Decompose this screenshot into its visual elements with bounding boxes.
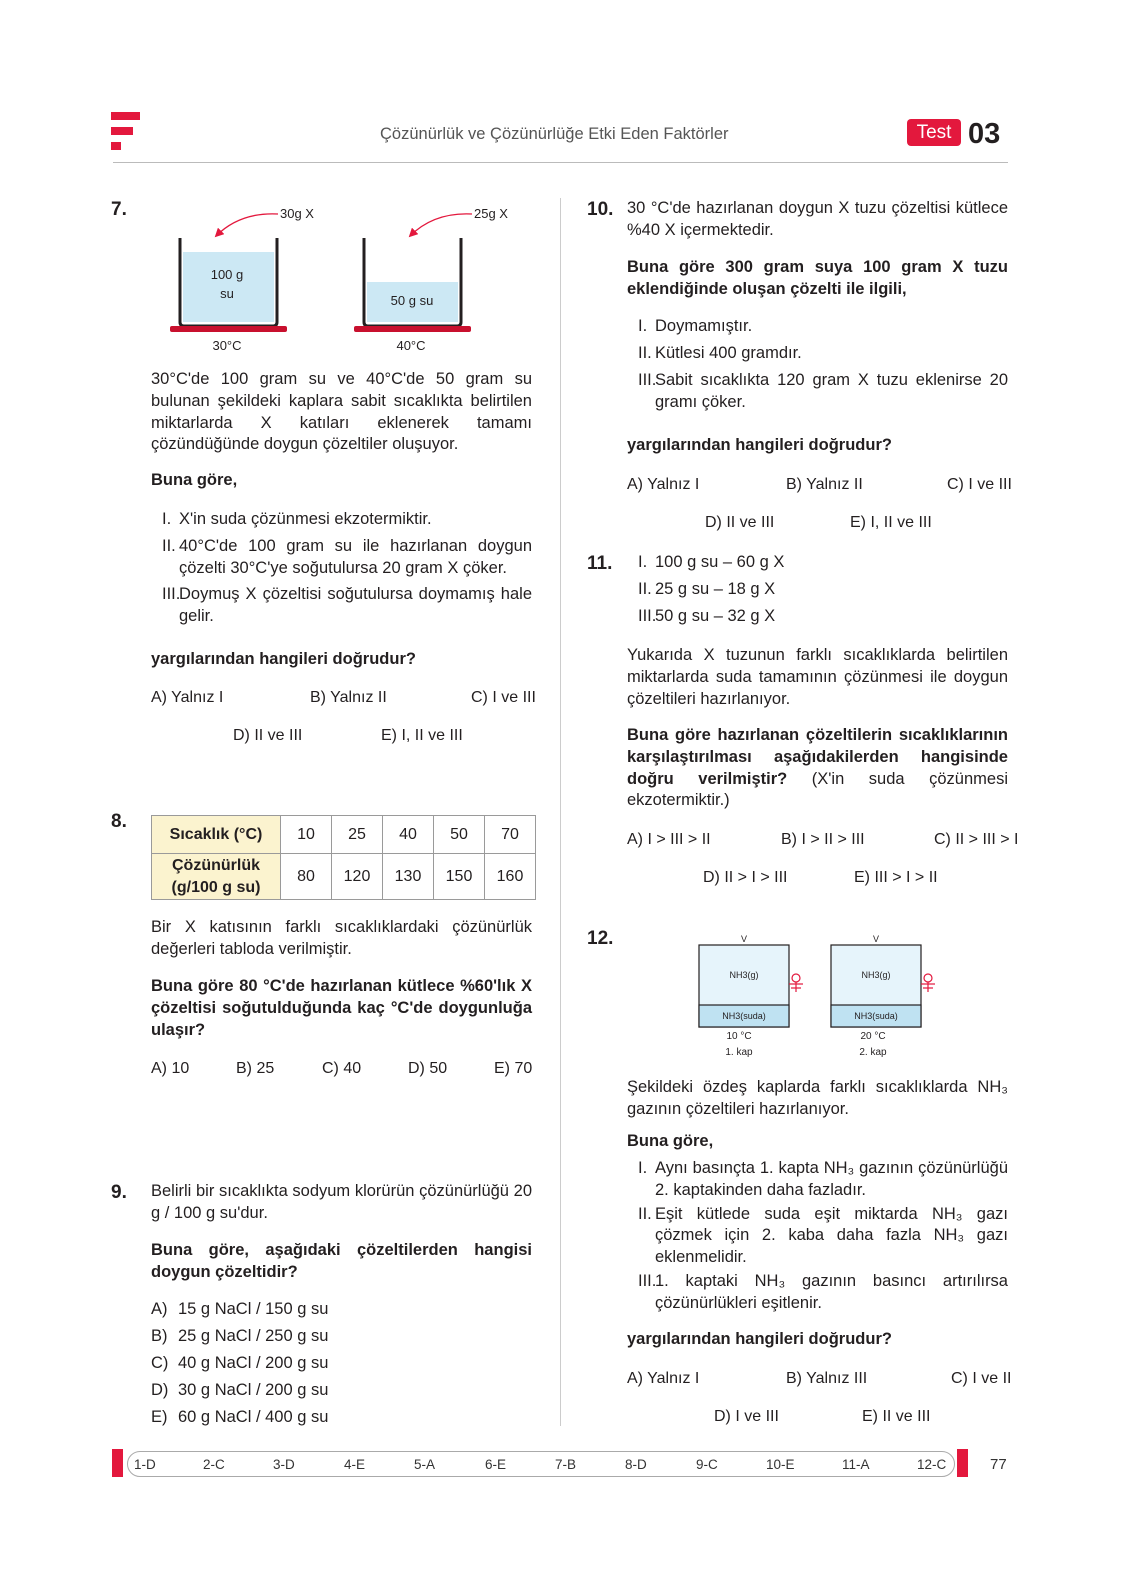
- option-b[interactable]: B) Yalnız II: [310, 689, 387, 706]
- answer-key-item: 6-E: [485, 1457, 507, 1472]
- question-number: 11.: [587, 553, 613, 574]
- beaker2-water-label: 50 g su: [390, 293, 434, 308]
- question-text: Belirli bir sıcaklıkta sodyum klorürün çözünürlüğü 20 g / 100 g su'dur.: [151, 1182, 532, 1222]
- statement-text: Sabit sıcaklıkta 120 gram X tuzu eklenirse 20 gramı çöker.: [655, 371, 1008, 411]
- statement-number: III.: [638, 1271, 657, 1290]
- table-row: [152, 816, 536, 854]
- option-a[interactable]: [151, 1299, 328, 1326]
- option-b[interactable]: [151, 1326, 328, 1353]
- option-letter: D): [151, 1381, 169, 1399]
- question-number: 9.: [111, 1182, 127, 1203]
- option-a[interactable]: A) I > III > II: [627, 831, 711, 848]
- test-badge: Test: [907, 119, 961, 146]
- question-prompt: Buna göre 80 °C'de hazırlanan kütlece %60'lık X çözeltisi soğutulduğunda kaç °C'de doygunluğa ulaşır?: [151, 977, 532, 1039]
- option-text: 15 g NaCl / 150 g su: [178, 1300, 329, 1318]
- container1-solution-label: NH3(suda): [722, 1011, 766, 1021]
- statement-text: Aynı basınçta 1. kapta NH₃ gazının çözünürlüğü 2. kaptakinden daha fazladır.: [655, 1159, 1008, 1199]
- list-item-number: II.: [638, 580, 652, 598]
- option-e[interactable]: E) 70: [494, 1060, 533, 1077]
- answer-key-item: 11-A: [842, 1457, 870, 1472]
- table-cell: 10: [281, 816, 332, 854]
- option-d[interactable]: D) II ve III: [233, 727, 303, 744]
- page-number: 77: [990, 1456, 1007, 1473]
- list-item: [638, 579, 784, 606]
- statement-text: 1. kaptaki NH₃ gazının basıncı artırılırsa çözünürlükleri eşitlenir.: [655, 1271, 1008, 1312]
- statement-number: I.: [638, 1159, 648, 1177]
- container2-label: 2. kap: [859, 1047, 887, 1058]
- answer-key-item: 3-D: [273, 1457, 295, 1472]
- beaker1-arrow: [216, 214, 278, 236]
- option-c[interactable]: C) I ve II: [951, 1370, 1012, 1387]
- answer-key-item: 2-C: [203, 1457, 225, 1472]
- statement-number: I.: [638, 317, 648, 335]
- list-item-number: I.: [638, 553, 648, 571]
- column-divider: [560, 198, 561, 1426]
- option-e[interactable]: E) I, II ve III: [381, 727, 463, 744]
- statement-list: [162, 509, 532, 628]
- manometer2-icon: [921, 974, 935, 992]
- question-prompt: Buna göre, aşağıdaki çözeltilerden hangisi doygun çözeltidir?: [151, 1241, 532, 1281]
- question-text: 30 °C'de hazırlanan doygun X tuzu çözeltisi kütlece %40 X içermektedir.: [627, 199, 1008, 239]
- list-item-text: 50 g su – 32 g X: [655, 607, 776, 625]
- table-row: [152, 854, 536, 900]
- question-stem: yargılarından hangileri doğrudur?: [627, 436, 892, 454]
- statement: [638, 1271, 1008, 1315]
- table-cell: 50: [434, 816, 485, 854]
- answer-key-item: 9-C: [696, 1457, 718, 1472]
- statement-text: X'in suda çözünmesi ekzotermiktir.: [179, 510, 432, 528]
- container2-temp: 20 °C: [860, 1031, 886, 1042]
- option-d[interactable]: [151, 1380, 328, 1407]
- question-stem: Buna göre,: [151, 471, 238, 489]
- table-cell: 150: [434, 854, 485, 900]
- question-note: (X'in suda çözünmesi ekzotermiktir.): [627, 769, 1008, 810]
- list-item-text: 25 g su – 18 g X: [655, 580, 776, 598]
- option-b[interactable]: B) Yalnız III: [786, 1370, 868, 1387]
- table-header-line: (g/100 g su): [171, 878, 261, 896]
- beakers-figure: [150, 196, 540, 358]
- beaker2-hotplate: [354, 326, 471, 332]
- statement-text: Eşit kütlede suda eşit miktarda NH₃ gazı çözmek için 2. kaba daha fazla NH₃ gazı eklenmelidir.: [655, 1204, 1008, 1267]
- option-e[interactable]: E) II ve III: [862, 1408, 931, 1425]
- option-letter: C): [151, 1354, 169, 1372]
- valve2-label: V: [872, 934, 880, 944]
- option-a[interactable]: A) Yalnız I: [151, 689, 224, 706]
- question-text: Yukarıda X tuzunun farklı sıcaklıklarda belirtilen miktarlarda suda tamamının çözünmesi ile doygun çözeltileri hazırlanıyor.: [627, 646, 1008, 708]
- statement-number: III.: [162, 585, 181, 604]
- statement-text: Doymuş X çözeltisi soğutulursa doymamış hale gelir.: [179, 585, 532, 626]
- option-letter: A): [151, 1300, 168, 1318]
- header-divider: [113, 162, 1008, 163]
- statement-number: I.: [162, 510, 172, 528]
- statement-number: III.: [638, 371, 657, 389]
- question-number: 8.: [111, 811, 127, 832]
- table-cell: 160: [485, 854, 536, 900]
- question-stem: Buna göre,: [627, 1132, 714, 1150]
- statement-list: [638, 316, 1008, 414]
- statement: [638, 370, 1008, 414]
- answer-key-item: 12-C: [917, 1457, 947, 1472]
- beaker1-water-label: su: [220, 286, 234, 301]
- table-cell: 40: [383, 816, 434, 854]
- option-letter: B): [151, 1327, 168, 1345]
- statement: [638, 1158, 1008, 1202]
- list-item: [638, 606, 784, 633]
- table-cell: 120: [332, 854, 383, 900]
- option-text: 40 g NaCl / 200 g su: [178, 1354, 329, 1372]
- table-cell: 70: [485, 816, 536, 854]
- option-d[interactable]: D) II ve III: [705, 514, 775, 531]
- statement-number: II.: [638, 344, 652, 362]
- option-c[interactable]: [151, 1353, 328, 1380]
- statement-number: II.: [162, 536, 176, 555]
- statement: [638, 343, 1008, 370]
- question-prompt: Buna göre 300 gram suya 100 gram X tuzu eklendiğinde oluşan çözelti ile ilgili,: [627, 258, 1008, 298]
- sample-list: [638, 552, 784, 633]
- gas-containers-figure: [690, 928, 950, 1062]
- statement: [162, 536, 532, 580]
- page-title: Çözünürlük ve Çözünürlüğe Etki Eden Faktörler: [380, 125, 729, 143]
- option-b[interactable]: B) 25: [236, 1060, 275, 1077]
- statement-text: Doymamıştır.: [655, 317, 753, 335]
- option-d[interactable]: D) I ve III: [714, 1408, 779, 1425]
- manometer1-icon: [789, 974, 803, 992]
- answer-key-item: 5-A: [414, 1457, 436, 1472]
- answer-key-item: 7-B: [555, 1457, 577, 1472]
- option-b[interactable]: B) I > II > III: [781, 831, 865, 848]
- table-cell: 130: [383, 854, 434, 900]
- question-number: 10.: [587, 199, 614, 220]
- beaker1-hotplate: [170, 326, 287, 332]
- option-a[interactable]: A) 10: [151, 1060, 190, 1077]
- statement: [162, 584, 532, 628]
- option-e[interactable]: [151, 1407, 328, 1434]
- option-text: 60 g NaCl / 400 g su: [178, 1408, 329, 1426]
- question-text: Şekildeki özdeş kaplarda farklı sıcaklıklarda NH₃ gazının çözeltileri hazırlanıyor.: [627, 1078, 1008, 1118]
- answer-key-item: 4-E: [344, 1457, 366, 1472]
- container1-gas-label: NH3(g): [729, 970, 759, 980]
- statement-text: 40°C'de 100 gram su ile hazırlanan doygun çözelti 30°C'ye soğutulursa 20 gram X çöker.: [179, 536, 532, 577]
- table-cell: 80: [281, 854, 332, 900]
- answer-key-left-marker: [112, 1449, 123, 1477]
- container2-solution-label: NH3(suda): [854, 1011, 898, 1021]
- container2-gas-label: NH3(g): [861, 970, 891, 980]
- valve1-label: V: [740, 934, 748, 944]
- option-c[interactable]: C) I ve III: [471, 689, 536, 706]
- question-text: 30°C'de 100 gram su ve 40°C'de 50 gram su bulunan şekildeki kaplara sabit sıcaklıkta belirtilen miktarlarda X katıları eklenerek tamamı çözündüğünde doygun çözeltiler oluşuyor.: [151, 370, 532, 454]
- statement: [638, 316, 1008, 343]
- answer-key-item: 10-E: [766, 1457, 795, 1472]
- option-d[interactable]: D) II > I > III: [703, 869, 788, 886]
- statement-number: II.: [638, 1204, 652, 1223]
- list-item-text: 100 g su – 60 g X: [655, 553, 785, 571]
- statement: [162, 509, 532, 531]
- beaker2-solute-label: 25g X: [474, 206, 508, 221]
- option-c[interactable]: C) I ve III: [947, 476, 1012, 493]
- answer-key-right-marker: [957, 1449, 968, 1477]
- question-prompt: yargılarından hangileri doğrudur?: [627, 1330, 892, 1348]
- option-a[interactable]: A) Yalnız I: [627, 476, 700, 493]
- question-prompt: yargılarından hangileri doğrudur?: [151, 650, 416, 668]
- option-e[interactable]: E) I, II ve III: [850, 514, 932, 531]
- container1-temp: 10 °C: [726, 1031, 752, 1042]
- question-prompt: [627, 725, 1008, 812]
- option-d[interactable]: D) 50: [408, 1060, 448, 1077]
- beaker2-arrow: [410, 214, 472, 236]
- option-text: 25 g NaCl / 250 g su: [178, 1327, 329, 1345]
- answer-key-bar: [127, 1451, 955, 1477]
- table-header-cell: Sıcaklık (°C): [152, 816, 281, 854]
- answer-key-item: 1-D: [134, 1457, 156, 1472]
- question-text: Bir X katısının farklı sıcaklıklardaki çözünürlük değerleri tabloda verilmiştir.: [151, 918, 532, 958]
- statement-list: [638, 1158, 1008, 1314]
- table-header-line: Çözünürlük: [172, 857, 260, 875]
- beaker2-temp-label: 40°C: [396, 338, 426, 353]
- option-letter: E): [151, 1408, 168, 1426]
- option-b[interactable]: B) Yalnız II: [786, 476, 863, 493]
- test-number: 03: [968, 118, 1001, 150]
- answer-key-item: 8-D: [625, 1457, 647, 1472]
- option-text: 30 g NaCl / 200 g su: [178, 1381, 329, 1399]
- beaker1-temp-label: 30°C: [212, 338, 242, 353]
- option-c[interactable]: C) II > III > I: [934, 831, 1019, 848]
- beaker1-solute-label: 30g X: [280, 206, 314, 221]
- list-item-number: III.: [638, 607, 657, 625]
- option-c[interactable]: C) 40: [322, 1060, 362, 1077]
- solubility-table: [151, 815, 536, 900]
- table-cell: 25: [332, 816, 383, 854]
- question-number: 12.: [587, 928, 614, 949]
- option-a[interactable]: A) Yalnız I: [627, 1370, 700, 1387]
- option-e[interactable]: E) III > I > II: [854, 869, 938, 886]
- options-list: [151, 1299, 328, 1434]
- question-prompt-text: Buna göre hazırlanan çözeltilerin sıcaklıklarının karşılaştırılması aşağıdakilerden hangisinde doğru verilmiştir?: [627, 726, 1008, 788]
- statement: [638, 1204, 1008, 1269]
- beaker1-water-label: 100 g: [210, 267, 244, 282]
- question-number: 7.: [111, 199, 127, 220]
- container1-label: 1. kap: [725, 1047, 753, 1058]
- statement-text: Kütlesi 400 gramdır.: [655, 344, 802, 362]
- table-header-cell: [152, 854, 281, 900]
- list-item: [638, 552, 784, 579]
